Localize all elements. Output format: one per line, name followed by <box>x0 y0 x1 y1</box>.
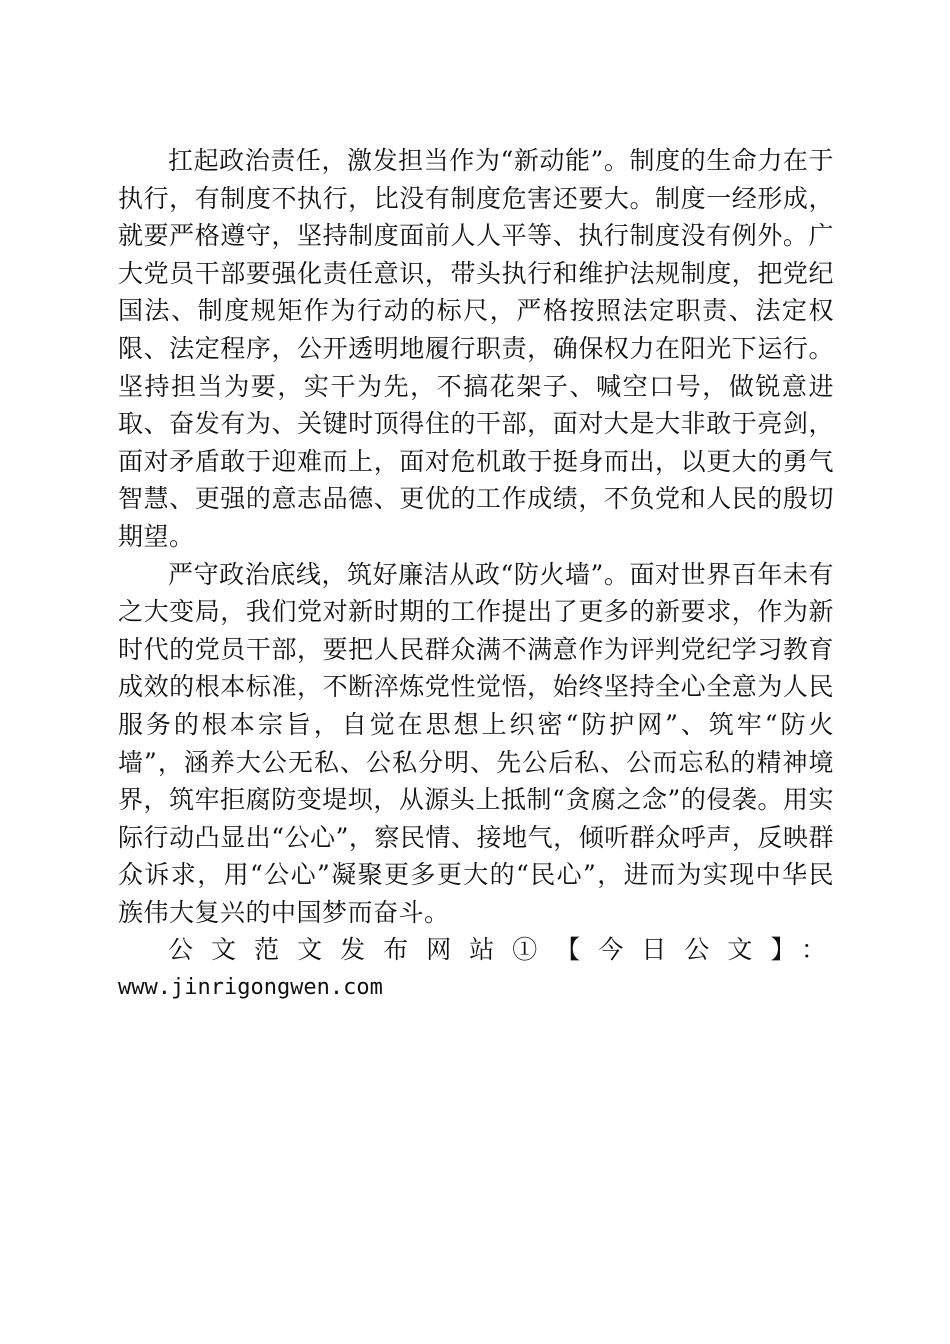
footer-site-label: 公文范文发布网站①【今日公文】： <box>168 935 834 965</box>
paragraph-political-bottom-line: 严守政治底线，筑好廉洁从政“防火墙”。面对世界百年未有之大变局，我们党对新时期的工作提出了更多的新要求，作为新时代的党员干部，要把人民群众满不满意作为评判党纪学习教育成效的根本标准，不断淬炼党性觉悟，始终坚持全心全意为人民服务的根本宗旨，自觉在思想上织密“防护网”、筑牢“防火墙”，涵养大公无私、公私分明、先公后私、公而忘私的精神境界，筑牢拒腐防变堤坝，从源头上抵制“贪腐之念”的侵袭。用实际行动凸显出“公心”，察民情、接地气，倾听群众呼声，反映群众诉求，用“公心”凝聚更多更大的“民心”，进而为实现中华民族伟大复兴的中国梦而奋斗。 <box>118 559 834 927</box>
paragraph-political-responsibility: 扛起政治责任，激发担当作为“新动能”。制度的生命力在于执行，有制度不执行，比没有制度危害还要大。制度一经形成，就要严格遵守，坚持制度面前人人平等、执行制度没有例外。广大党员干部要强化责任意识，带头执行和维护法规制度，把党纪国法、制度规矩作为行动的标尺，严格按照法定职责、法定权限、法定程序，公开透明地履行职责，确保权力在阳光下运行。坚持担当为要，实干为先，不搞花架子、喊空口号，做锐意进取、奋发有为、关键时顶得住的干部，面对大是大非敢于亮剑，面对矛盾敢于迎难而上，面对危机敢于挺身而出，以更大的勇气智慧、更强的意志品德、更优的工作成绩，不负党和人民的殷切期望。 <box>118 146 834 551</box>
document-body <box>118 142 834 1007</box>
footer-site-url: www.jinrigongwen.com <box>118 975 383 1001</box>
